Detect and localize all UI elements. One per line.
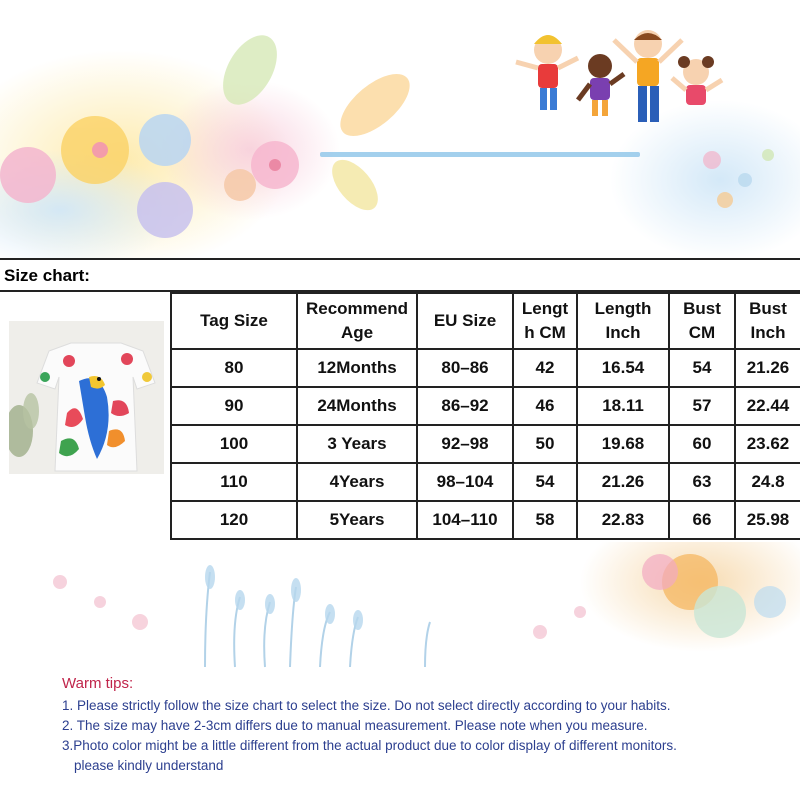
cell-length-cm: 58 <box>513 501 577 539</box>
cell-length-inch: 22.83 <box>577 501 669 539</box>
cell-bust-cm: 66 <box>669 501 735 539</box>
header-bust-cm: Bust CM <box>669 293 735 349</box>
cell-tag-size: 120 <box>171 501 297 539</box>
header-length-cm: Lengt h CM <box>513 293 577 349</box>
cell-recommend-age: 4Years <box>297 463 417 501</box>
cell-bust-inch: 21.26 <box>735 349 800 387</box>
tip-line: 1. Please strictly follow the size chart to select the size. Do not select directly according to your habits. <box>62 698 671 713</box>
cell-eu-size: 86–92 <box>417 387 513 425</box>
cell-bust-inch: 25.98 <box>735 501 800 539</box>
table-row <box>171 501 800 539</box>
cell-recommend-age: 24Months <box>297 387 417 425</box>
cell-bust-cm: 60 <box>669 425 735 463</box>
cell-recommend-age: 3 Years <box>297 425 417 463</box>
cell-recommend-age: 5Years <box>297 501 417 539</box>
cell-bust-cm: 54 <box>669 349 735 387</box>
size-chart-table <box>170 292 800 540</box>
cell-eu-size: 80–86 <box>417 349 513 387</box>
table-row <box>171 463 800 501</box>
header-bust-inch: Bust Inch <box>735 293 800 349</box>
cell-length-cm: 54 <box>513 463 577 501</box>
cell-length-cm: 46 <box>513 387 577 425</box>
cell-eu-size: 92–98 <box>417 425 513 463</box>
header-recommend-age: Recommend Age <box>297 293 417 349</box>
cell-bust-cm: 57 <box>669 387 735 425</box>
cell-bust-inch: 24.8 <box>735 463 800 501</box>
cell-bust-cm: 63 <box>669 463 735 501</box>
header-length-inch: Length Inch <box>577 293 669 349</box>
size-chart-header <box>0 258 800 292</box>
cell-length-inch: 18.11 <box>577 387 669 425</box>
cell-length-inch: 19.68 <box>577 425 669 463</box>
product-photo <box>9 321 164 474</box>
cell-bust-inch: 22.44 <box>735 387 800 425</box>
cell-length-inch: 16.54 <box>577 349 669 387</box>
cell-tag-size: 90 <box>171 387 297 425</box>
decorative-foliage <box>0 542 800 672</box>
warm-tips-title: Warm tips: <box>62 675 134 692</box>
table-header-row <box>171 293 800 349</box>
tip-line: 3.Photo color might be a little different from the actual product due to color display of different monitors. <box>62 738 677 753</box>
cell-tag-size: 100 <box>171 425 297 463</box>
cell-length-cm: 50 <box>513 425 577 463</box>
cell-tag-size: 110 <box>171 463 297 501</box>
header-tag-size: Tag Size <box>171 293 297 349</box>
tip-line: please kindly understand <box>74 758 224 773</box>
cell-eu-size: 98–104 <box>417 463 513 501</box>
header-eu-size: EU Size <box>417 293 513 349</box>
cell-length-inch: 21.26 <box>577 463 669 501</box>
decorative-banner <box>0 0 800 258</box>
cell-tag-size: 80 <box>171 349 297 387</box>
cell-eu-size: 104–110 <box>417 501 513 539</box>
table-row <box>171 425 800 463</box>
dress-illustration <box>9 321 164 474</box>
cell-bust-inch: 23.62 <box>735 425 800 463</box>
cell-length-cm: 42 <box>513 349 577 387</box>
size-chart-title: Size chart: <box>4 266 90 285</box>
cell-recommend-age: 12Months <box>297 349 417 387</box>
warm-tips <box>62 675 792 776</box>
table-row <box>171 349 800 387</box>
tip-line: 2. The size may have 2-3cm differs due to manual measurement. Please note when you measure. <box>62 718 648 733</box>
table-row <box>171 387 800 425</box>
